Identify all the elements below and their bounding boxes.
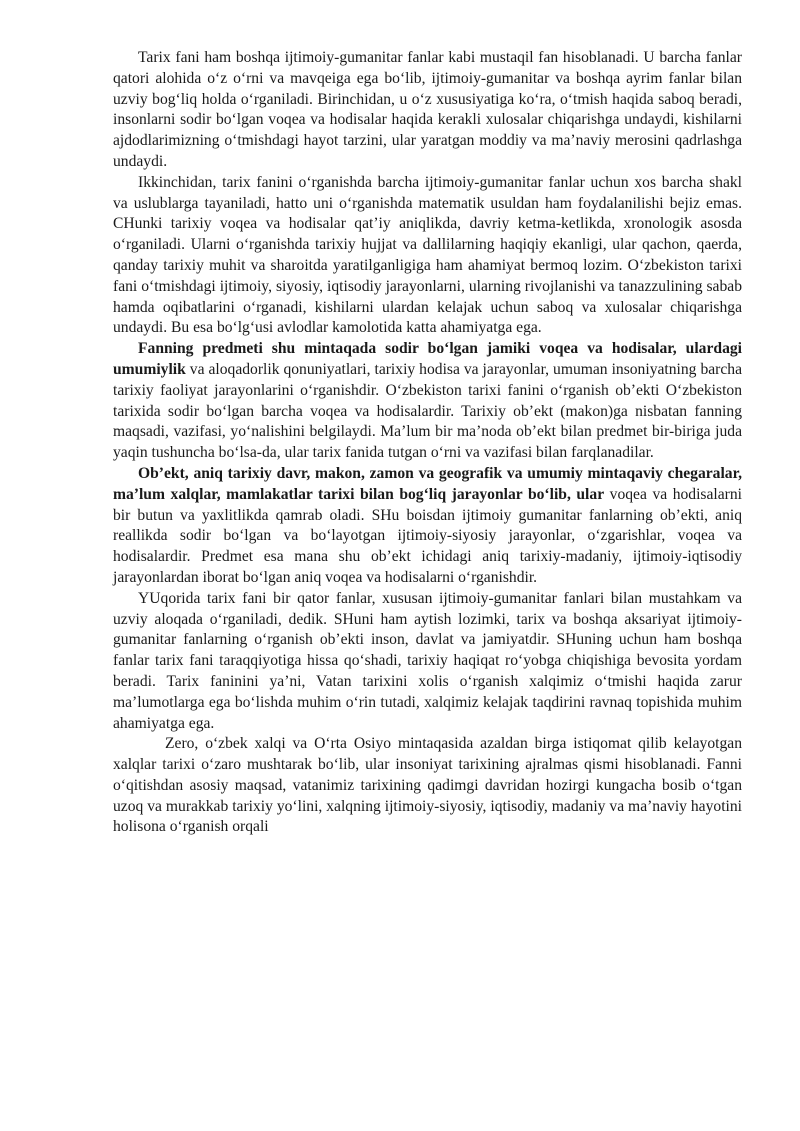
- paragraph-3-text: va aloqadorlik qonuniyatlari, tarixiy hodisa va jarayonlar, umuman insoniyatning barcha tarixiy faoliyat jarayonlarini o‘rganishdir. O‘zbekiston tarixi fanini o‘rganish ob’ekti O‘zbekiston tarixida sodir bo‘lgan barcha voqea va hodisalardir. Tarixiy ob’ekt (makon)ga nisbatan fanning maqsadi, vazifasi, yo‘nalishini belgilaydi. Ma’lum bir ma’noda ob’ekt bilan predmet bir-biriga juda yaqin tushuncha bo‘lsa-da, ular tarix fanida tutgan o‘rni va vazifasi bilan farqlanadilar.: [113, 360, 742, 462]
- paragraph-5-text: YUqorida tarix fani bir qator fanlar, xususan ijtimoiy-gumanitar fanlari bilan mustahkam va uzviy aloqada o‘rganiladi, dedik. SHuni ham aytish lozimki, tarix va boshqa aksariyat ijtimoiy- gumanitar fanlarning o‘rganish ob’ekti inson, davlat va jamiyatdir. SHuning uchun ham boshqa fanlar tarix fani taraqqiyotiga hissa qo‘shadi, tarixiy haqiqat ro‘yobga chiqishiga bevosita yordam beradi. Tarix faninini ya’ni, Vatan tarixini xolis o‘rganish xalqimiz o‘tmishi haqida zarur ma’lumotlarga ega bo‘lishda muhim o‘rin tutadi, xalqimiz kelajak taqdirini ravnaq topishida muhim ahamiyatga ega.: [113, 589, 742, 732]
- paragraph-3: [113, 339, 742, 464]
- paragraph-4-bold: Ob’ekt, aniq tarixiy davr, makon, zamon va geografik va umumiy mintaqaviy chegaralar, ma’lum xalqlar, mamlakatlar tarixi bilan bog‘liq jarayonlar bo‘lib, ular: [113, 464, 742, 503]
- document-page: [113, 48, 742, 838]
- paragraph-3-bold: Fanning predmeti shu mintaqada sodir bo‘lgan jamiki voqea va hodisalar, ulardagi umumiylik: [113, 340, 742, 378]
- paragraph-4-text: voqea va hodisalarni bir butun va yaxlitlikda qamrab oladi. SHu boisdan ijtimoiy gumanitar fanlarning ob’ekti, aniq reallikda sodir bo‘lgan va bo‘layotgan ijtimoiy-siyosiy jarayonlar, o‘zgarishlar, voqea va hodisalardir. Predmet esa mana shu ob’ekt ichidagi aniq tarixiy-madaniy, ijtimoiy-iqtisodiy jarayonlardan iborat bo‘lgan aniq voqea va hodisalarni o‘rganishdir.: [113, 485, 742, 586]
- paragraph-1: [113, 48, 742, 173]
- paragraph-4: [113, 464, 742, 589]
- paragraph-1-text: Tarix fani ham boshqa ijtimoiy-gumanitar fanlar kabi mustaqil fan hisoblanadi. U barcha fanlar qatori alohida o‘z o‘rni va mavqeiga ega bo‘lib, ijtimoiy-gumanitar va boshqa ayrim fanlar bilan uzviy bog‘liq holda o‘rganiladi. Birinchidan, u o‘z xususiyatiga ko‘ra, o‘tmish haqida saboq beradi, insonlarni sodir bo‘lgan voqea va hodisalar haqida kerakli xulosalar chiqarishga undaydi, kishilarni ajdodlarimizning o‘tmishdagi hayot tarzini, ular yaratgan moddiy va ma’naviy merosini qadrlashga undaydi.: [113, 49, 742, 170]
- paragraph-6-text: Zero, o‘zbek xalqi va O‘rta Osiyo mintaqasida azaldan birga istiqomat qilib kelayotgan xalqlar tarixi o‘zaro mushtarak bo‘lib, ular insoniyat tarixining ajralmas qismi hisoblanadi. Fanni o‘qitishdan asosiy maqsad, vatanimiz tarixining qadimgi davridan hozirgi kungacha bosib o‘tgan uzoq va murakkab tarixiy yo‘lini, xalqning ijtimoiy-siyosiy, iqtisodiy, madaniy va ma’naviy hayotini holisona o‘rganish orqali: [113, 735, 742, 836]
- paragraph-5: [113, 589, 742, 735]
- paragraph-2: [113, 173, 742, 339]
- paragraph-2-text: Ikkinchidan, tarix fanini o‘rganishda barcha ijtimoiy-gumanitar fanlar uchun xos barcha shakl va uslublarga tayaniladi, hatto uni o‘rganishda matematik usuldan ham foydalanilishi bejiz emas. CHunki tarixiy voqea va hodisalar qat’iy aniqlikda, davriy ketma-ketlikda, xronologik asosda o‘rganiladi. Ularni o‘rganishda tarixiy hujjat va dallilarning haqiqiy ekanligi, ular qachon, qaerda, qanday tarixiy muhit va sharoitda yaratilganligiga ham ahamiyat bermoq lozim. O‘zbekiston tarixi fani o‘tmishdagi ijtimoiy, siyosiy, iqtisodiy jarayonlarni, ularning rivojlanishi va tanazzulining sabab hamda oqibatlarini o‘rganadi, kishilarni ulardan kelajak uchun saboq va xulosalar chiqarishga undaydi. Bu esa bo‘lg‘usi avlodlar kamolotida katta ahamiyatga ega.: [113, 173, 742, 337]
- paragraph-6: [113, 734, 742, 838]
